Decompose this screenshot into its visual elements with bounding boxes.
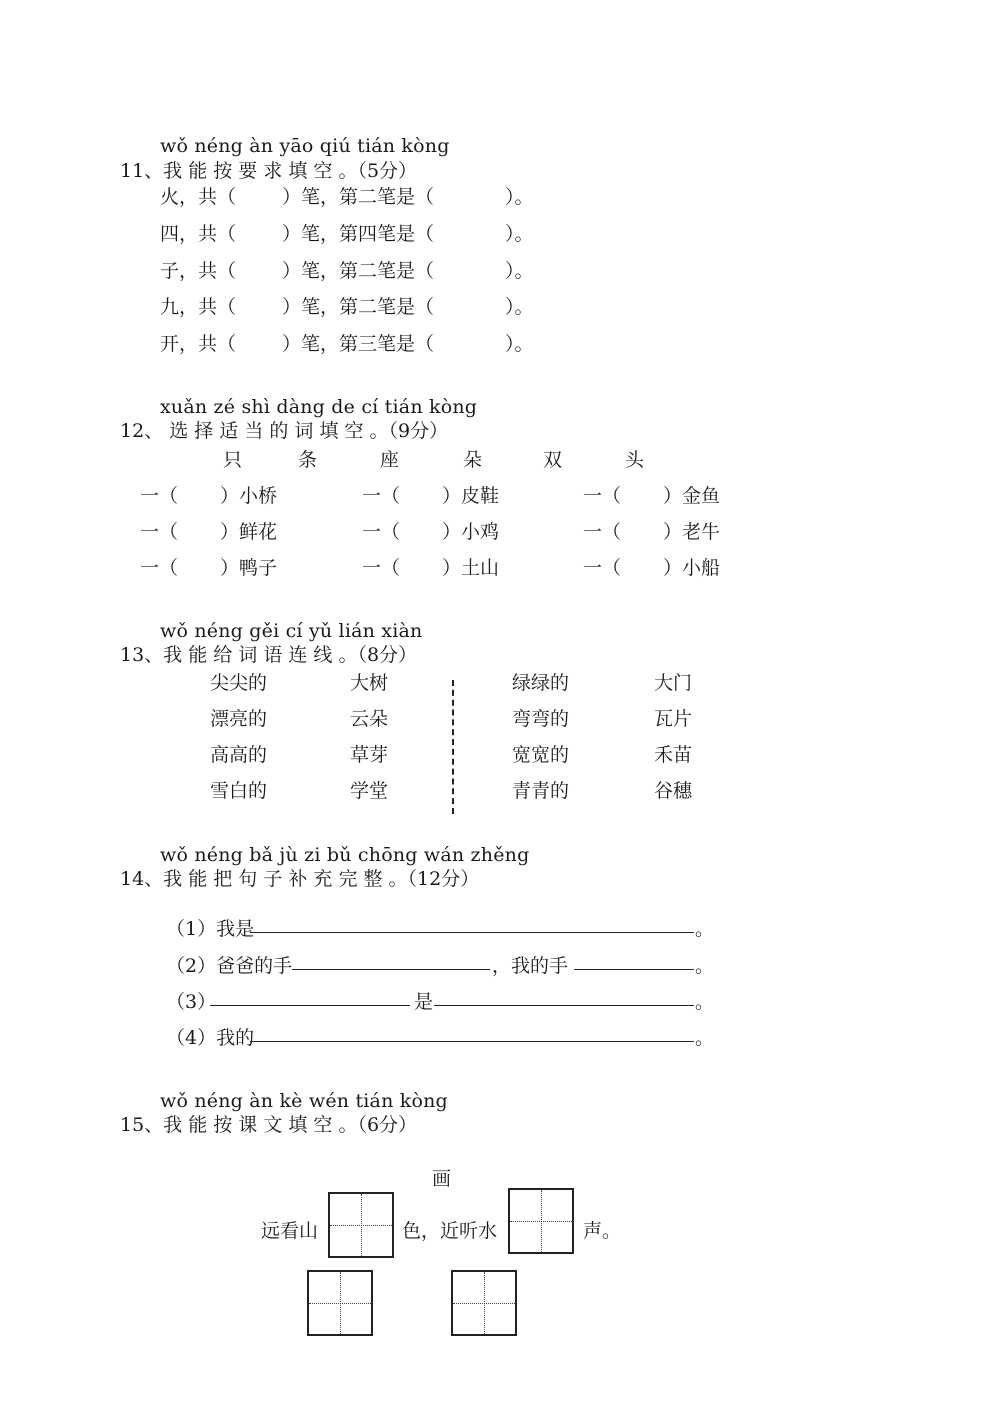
q12-item-prefix: 一（ xyxy=(140,485,179,507)
q12-item-prefix: 一（ xyxy=(140,521,179,543)
q15-tian-grid-box[interactable] xyxy=(508,1188,574,1254)
q14-pinyin: wǒ néng bǎ jù zi bǔ chōng wán zhěng xyxy=(160,844,530,866)
q13-left-adj: 高高的 xyxy=(210,744,268,766)
q14-s3-answer-line2[interactable] xyxy=(434,1005,694,1006)
q14-s3-answer-line[interactable] xyxy=(210,1005,410,1006)
q12-item-prefix: 一（ xyxy=(362,485,401,507)
q14-s1-label: （1）我是 xyxy=(166,918,255,940)
q11-row2-end: ）。 xyxy=(505,223,534,245)
q12-option: 座 xyxy=(380,449,400,471)
q11-row5-end: ）。 xyxy=(505,333,534,355)
q13-left-adj: 尖尖的 xyxy=(210,672,268,694)
q13-right-noun: 瓦片 xyxy=(654,708,693,730)
q12-title: 12、 选 择 适 当 的 词 填 空 。（9分） xyxy=(120,420,449,442)
q14-s4-period: 。 xyxy=(695,1027,715,1049)
q12-pinyin: xuǎn zé shì dàng de cí tián kòng xyxy=(160,396,478,418)
q14-s1-answer-line[interactable] xyxy=(250,932,694,933)
q11-pinyin: wǒ néng àn yāo qiú tián kòng xyxy=(160,135,450,157)
q13-left-adj: 雪白的 xyxy=(210,780,268,802)
q14-s3-label: （3） xyxy=(166,991,217,1013)
q11-row2-mid: ）笔，第四笔是（ xyxy=(282,223,435,245)
q12-item-word: ）土山 xyxy=(442,557,500,579)
q11-row5-char: 开，共（ xyxy=(160,333,237,355)
q12-item-word: ）小鸡 xyxy=(442,521,500,543)
q13-left-noun: 大树 xyxy=(350,672,389,694)
q12-item-word: ）鲜花 xyxy=(220,521,278,543)
q11-row3-char: 子，共（ xyxy=(160,260,237,282)
q12-item-prefix: 一（ xyxy=(140,557,179,579)
q15-tian-grid-box[interactable] xyxy=(451,1270,517,1336)
q14-s3-period: 。 xyxy=(695,991,715,1013)
q11-row4-char: 九，共（ xyxy=(160,296,237,318)
q12-item-prefix: 一（ xyxy=(583,521,622,543)
q12-option: 头 xyxy=(625,449,645,471)
q14-s2-answer-line[interactable] xyxy=(292,969,490,970)
q13-left-noun: 云朵 xyxy=(350,708,389,730)
q12-item-prefix: 一（ xyxy=(362,521,401,543)
q12-item-prefix: 一（ xyxy=(583,485,622,507)
q15-title: 15、我 能 按 课 文 填 空 。（6分） xyxy=(120,1114,418,1136)
q11-row2-char: 四，共（ xyxy=(160,223,237,245)
q13-right-noun: 谷穗 xyxy=(654,780,693,802)
q13-left-noun: 学堂 xyxy=(350,780,389,802)
q11-row1-end: ）。 xyxy=(505,186,534,208)
q11-row5-mid: ）笔，第三笔是（ xyxy=(282,333,435,355)
q13-right-adj: 绿绿的 xyxy=(512,672,570,694)
q11-row1-mid: ）笔，第二笔是（ xyxy=(282,186,435,208)
q11-row1-char: 火，共（ xyxy=(160,186,237,208)
q12-item-prefix: 一（ xyxy=(583,557,622,579)
q15-part2: 色，近听水 xyxy=(402,1220,498,1242)
q11-row4-end: ）。 xyxy=(505,296,534,318)
q13-pinyin: wǒ néng gěi cí yǔ lián xiàn xyxy=(160,620,423,642)
q13-right-adj: 弯弯的 xyxy=(512,708,570,730)
q13-title: 13、我 能 给 词 语 连 线 。（8分） xyxy=(120,644,418,666)
q14-s2-period: 。 xyxy=(695,955,715,977)
q12-item-prefix: 一（ xyxy=(362,557,401,579)
q12-item-word: ）鸭子 xyxy=(220,557,278,579)
q13-left-noun: 草芽 xyxy=(350,744,389,766)
q14-title: 14、我 能 把 句 子 补 充 完 整 。（12分） xyxy=(120,868,480,890)
q15-pinyin: wǒ néng àn kè wén tián kòng xyxy=(160,1090,448,1112)
q11-row3-mid: ）笔，第二笔是（ xyxy=(282,260,435,282)
q13-right-adj: 青青的 xyxy=(512,780,570,802)
q11-row3-end: ）。 xyxy=(505,260,534,282)
q14-s2-label: （2）爸爸的手 xyxy=(166,955,293,977)
q15-poem-title: 画 xyxy=(432,1168,452,1190)
q11-row4-mid: ）笔，第二笔是（ xyxy=(282,296,435,318)
q14-s4-label: （4）我的 xyxy=(166,1027,255,1049)
q15-part3: 声。 xyxy=(583,1220,622,1242)
q13-right-noun: 禾苗 xyxy=(654,744,693,766)
q11-title: 11、我 能 按 要 求 填 空 。（5分） xyxy=(120,160,418,182)
q12-option: 双 xyxy=(543,449,563,471)
q14-s2-mid: ，我的手 xyxy=(492,955,569,977)
q12-item-word: ）老牛 xyxy=(663,521,721,543)
q13-right-adj: 宽宽的 xyxy=(512,744,570,766)
q12-item-word: ）小桥 xyxy=(220,485,278,507)
q12-item-word: ）皮鞋 xyxy=(442,485,500,507)
q12-item-word: ）金鱼 xyxy=(663,485,721,507)
q13-right-noun: 大门 xyxy=(654,672,693,694)
q12-item-word: ）小船 xyxy=(663,557,721,579)
q12-option: 条 xyxy=(298,449,318,471)
q14-s2-answer-line2[interactable] xyxy=(574,969,694,970)
q14-s1-period: 。 xyxy=(695,918,715,940)
q15-tian-grid-box[interactable] xyxy=(307,1270,373,1336)
q12-option: 朵 xyxy=(463,449,483,471)
q15-tian-grid-box[interactable] xyxy=(328,1192,394,1258)
q13-left-adj: 漂亮的 xyxy=(210,708,268,730)
q12-option: 只 xyxy=(223,449,243,471)
q14-s3-mid: 是 xyxy=(414,991,434,1013)
q14-s4-answer-line[interactable] xyxy=(250,1041,694,1042)
q13-divider xyxy=(452,680,454,814)
q15-part1: 远看山 xyxy=(261,1220,319,1242)
